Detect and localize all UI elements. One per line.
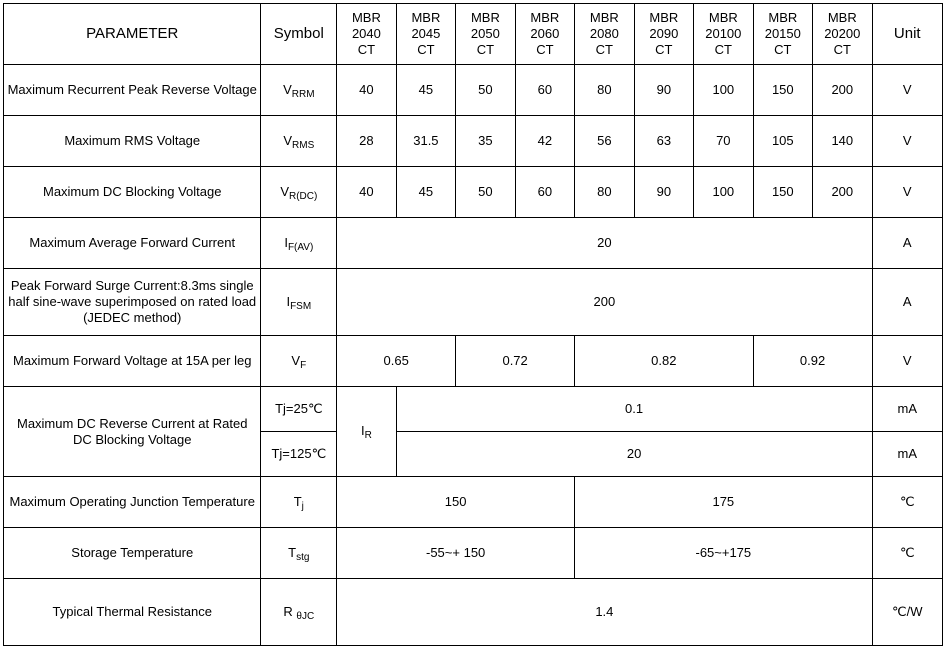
value-vrms-2: 35 xyxy=(456,116,515,167)
value-rthjc: 1.4 xyxy=(337,579,872,646)
unit-vf: V xyxy=(872,336,942,387)
symbol-sub: R(DC) xyxy=(288,190,318,202)
device-line-3: CT xyxy=(833,41,851,57)
value-vrrm-6: 100 xyxy=(694,65,753,116)
value-vrms-3: 42 xyxy=(515,116,574,167)
symbol-main: R xyxy=(283,603,293,619)
value-vrrm-1: 45 xyxy=(396,65,455,116)
symbol-main: T xyxy=(288,544,297,560)
symbol-sub: R xyxy=(364,430,372,442)
symbol-vf xyxy=(261,336,337,387)
table-row-vrrm xyxy=(4,65,943,116)
value-vrms-4: 56 xyxy=(575,116,634,167)
symbol-main: I xyxy=(360,423,365,439)
device-line-2: 20100 xyxy=(705,26,742,42)
unit-tj: ℃ xyxy=(872,477,942,528)
symbol-vrdc xyxy=(261,167,337,218)
value-ifsm: 200 xyxy=(337,269,872,336)
header-device-1 xyxy=(396,4,455,65)
table-row-vf xyxy=(4,336,943,387)
value-vrms-1: 31.5 xyxy=(396,116,455,167)
value-vrdc-8: 200 xyxy=(813,167,872,218)
device-line-1: MBR xyxy=(530,10,560,26)
symbol-sub: stg xyxy=(296,551,310,563)
symbol-ifsm xyxy=(261,269,337,336)
device-line-1: MBR xyxy=(470,10,500,26)
parameter-ifav: Maximum Average Forward Current xyxy=(4,218,261,269)
symbol-main: I xyxy=(286,293,291,309)
value-vrms-0: 28 xyxy=(337,116,396,167)
header-device-6 xyxy=(694,4,753,65)
device-line-3: CT xyxy=(655,41,673,57)
parameter-tstg: Storage Temperature xyxy=(4,528,261,579)
device-line-3: CT xyxy=(536,41,554,57)
header-device-4 xyxy=(575,4,634,65)
device-line-3: CT xyxy=(714,41,732,57)
parameter-vrms: Maximum RMS Voltage xyxy=(4,116,261,167)
device-line-2: 2045 xyxy=(411,26,441,42)
symbol-main: V xyxy=(283,132,293,148)
parameter-vf: Maximum Forward Voltage at 15A per leg xyxy=(4,336,261,387)
condition-ir-tj25: Tj=25℃ xyxy=(261,387,337,432)
value-vf-0: 0.65 xyxy=(337,336,456,387)
table-row-ifav xyxy=(4,218,943,269)
device-line-2: 2090 xyxy=(649,26,679,42)
device-line-1: MBR xyxy=(589,10,619,26)
device-line-2: 20150 xyxy=(764,26,801,42)
device-line-3: CT xyxy=(476,41,495,57)
symbol-main: T xyxy=(293,493,302,509)
value-vf-3: 0.92 xyxy=(753,336,872,387)
value-tstg-0: -55~+ 150 xyxy=(337,528,575,579)
value-vrdc-7: 150 xyxy=(753,167,812,218)
spec-sheet xyxy=(0,3,946,638)
header-parameter: PARAMETER xyxy=(4,4,261,65)
unit-ir-125c: mA xyxy=(872,432,942,477)
value-ir-125c: 20 xyxy=(396,432,872,477)
device-line-2: 2050 xyxy=(470,26,500,42)
symbol-sub: j xyxy=(301,500,304,512)
table-row-rthjc xyxy=(4,579,943,646)
value-ifav: 20 xyxy=(337,218,872,269)
value-ir-25c: 0.1 xyxy=(396,387,872,432)
symbol-main: V xyxy=(283,81,292,97)
table-row-tstg xyxy=(4,528,943,579)
value-tstg-1: -65~+175 xyxy=(575,528,872,579)
value-vrdc-0: 40 xyxy=(337,167,396,218)
value-vrms-6: 70 xyxy=(694,116,753,167)
symbol-main: V xyxy=(280,183,289,199)
value-vf-2: 0.82 xyxy=(575,336,753,387)
symbol-vrms xyxy=(261,116,337,167)
value-vrrm-7: 150 xyxy=(753,65,812,116)
symbol-rthjc xyxy=(261,579,337,646)
symbol-ir xyxy=(337,387,396,477)
header-device-3 xyxy=(515,4,574,65)
unit-rthjc: ℃/W xyxy=(872,579,942,646)
symbol-sub: θJC xyxy=(296,610,315,622)
device-line-1: MBR xyxy=(411,10,441,26)
device-line-1: MBR xyxy=(351,10,381,26)
symbol-tstg xyxy=(261,528,337,579)
electrical-characteristics-table xyxy=(3,3,943,646)
value-vrdc-5: 90 xyxy=(634,167,693,218)
value-vrrm-0: 40 xyxy=(337,65,396,116)
symbol-sub: F xyxy=(300,359,307,371)
symbol-tj xyxy=(261,477,337,528)
value-vrdc-3: 60 xyxy=(515,167,574,218)
table-header-row xyxy=(4,4,943,65)
value-vrms-8: 140 xyxy=(813,116,872,167)
device-line-3: CT xyxy=(595,41,614,57)
table-row-ir-25c xyxy=(4,387,943,432)
symbol-sub: RMS xyxy=(292,139,315,151)
header-device-8 xyxy=(813,4,872,65)
header-symbol: Symbol xyxy=(261,4,337,65)
unit-ifsm: A xyxy=(872,269,942,336)
value-vrrm-8: 200 xyxy=(813,65,872,116)
unit-tstg: ℃ xyxy=(872,528,942,579)
device-line-3: CT xyxy=(357,41,376,57)
parameter-vrrm: Maximum Recurrent Peak Reverse Voltage xyxy=(4,65,261,116)
value-vrms-7: 105 xyxy=(753,116,812,167)
unit-vrdc: V xyxy=(872,167,942,218)
header-device-0 xyxy=(337,4,396,65)
symbol-ifav xyxy=(261,218,337,269)
value-vrrm-2: 50 xyxy=(456,65,515,116)
device-line-3: CT xyxy=(417,41,435,57)
table-row-ifsm xyxy=(4,269,943,336)
table-row-vrms xyxy=(4,116,943,167)
value-vrdc-6: 100 xyxy=(694,167,753,218)
value-vrdc-4: 80 xyxy=(575,167,634,218)
device-line-1: MBR xyxy=(768,10,798,26)
header-device-7 xyxy=(753,4,812,65)
header-device-2 xyxy=(456,4,515,65)
value-vrrm-4: 80 xyxy=(575,65,634,116)
condition-ir-tj125: Tj=125℃ xyxy=(261,432,337,477)
parameter-ifsm: Peak Forward Surge Current:8.3ms single half sine-wave superimposed on rated load (JEDEC method) xyxy=(4,269,261,336)
device-line-1: MBR xyxy=(827,10,857,26)
value-vf-1: 0.72 xyxy=(456,336,575,387)
symbol-main: I xyxy=(284,234,288,250)
symbol-sub: F(AV) xyxy=(287,241,314,253)
value-vrms-5: 63 xyxy=(634,116,693,167)
value-vrdc-2: 50 xyxy=(456,167,515,218)
symbol-sub: FSM xyxy=(290,300,312,312)
header-unit: Unit xyxy=(872,4,942,65)
parameter-tj: Maximum Operating Junction Temperature xyxy=(4,477,261,528)
value-vrdc-1: 45 xyxy=(396,167,455,218)
table-row-tj xyxy=(4,477,943,528)
symbol-main: V xyxy=(291,352,301,368)
device-line-1: MBR xyxy=(708,10,738,26)
unit-ifav: A xyxy=(872,218,942,269)
parameter-ir: Maximum DC Reverse Current at Rated DC Blocking Voltage xyxy=(4,387,261,477)
unit-vrrm: V xyxy=(872,65,942,116)
value-tj-0: 150 xyxy=(337,477,575,528)
parameter-vrdc: Maximum DC Blocking Voltage xyxy=(4,167,261,218)
value-vrrm-5: 90 xyxy=(634,65,693,116)
symbol-sub: RRM xyxy=(291,88,315,100)
device-line-2: 2040 xyxy=(351,26,381,42)
device-line-2: 2080 xyxy=(589,26,619,42)
value-tj-1: 175 xyxy=(575,477,872,528)
header-device-5 xyxy=(634,4,693,65)
unit-ir-25c: mA xyxy=(872,387,942,432)
device-line-2: 20200 xyxy=(824,26,861,42)
table-row-vrdc xyxy=(4,167,943,218)
value-vrrm-3: 60 xyxy=(515,65,574,116)
unit-vrms: V xyxy=(872,116,942,167)
device-line-1: MBR xyxy=(649,10,679,26)
parameter-rthjc: Typical Thermal Resistance xyxy=(4,579,261,646)
device-line-3: CT xyxy=(774,41,792,57)
device-line-2: 2060 xyxy=(530,26,560,42)
symbol-vrrm xyxy=(261,65,337,116)
